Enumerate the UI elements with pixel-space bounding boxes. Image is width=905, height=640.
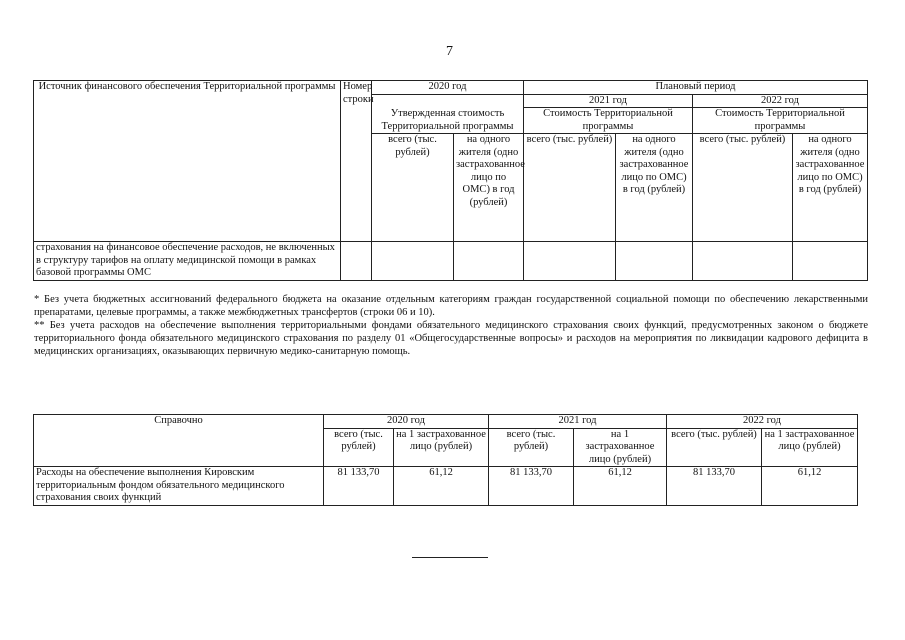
cell: [524, 242, 616, 281]
table-row: [34, 467, 858, 506]
col-per-person-2020: на одного жителя (одно застрахованное лицо по ОМС) в год (рублей): [454, 134, 524, 242]
footnote-2: ** Без учета расходов на обеспечение выполнения территориальными фондами обязательного медицинского страхования своих функций, предусмотренных законом о бюджете территориального фонда обязательного медицинского страхования по разделу 01 «Общегосударственные вопросы» и расходов на мероприятия по ликвидации кадрового дефицита в медицинских организациях, оказывающих первичную медико-санитарную помощь.: [34, 320, 868, 357]
header-reference: Справочно: [34, 415, 324, 467]
ref-col-total-2020: всего (тыс. рублей): [324, 428, 394, 467]
ref-col-per-insured-2022: на 1 застрахованное лицо (рублей): [762, 428, 858, 467]
header-cost-2021: Стоимость Территориальной программы: [524, 108, 693, 134]
cell: [793, 242, 868, 281]
table-row: [34, 242, 868, 281]
ref-value-2020-per: 61,12: [394, 467, 489, 506]
header-2022: 2022 год: [693, 94, 868, 108]
ref-value-2020-total: 81 133,70: [324, 467, 394, 506]
ref-value-2021-total: 81 133,70: [489, 467, 574, 506]
col-total-2022: всего (тыс. рублей): [693, 134, 793, 242]
footnote-1: * Без учета бюджетных ассигнований федерального бюджета на оказание отдельным категориям граждан государственной социальной помощи по обеспечению лекарственными препаратами, целевые программы, а также межбюджетных трансфертов (строки 06 и 10).: [34, 294, 868, 318]
financing-table: [33, 80, 868, 281]
end-divider: [412, 557, 488, 558]
header-2021: 2021 год: [524, 94, 693, 108]
footnotes: [34, 293, 868, 358]
ref-value-2021-per: 61,12: [574, 467, 667, 506]
header-cost-2022: Стоимость Территориальной программы: [693, 108, 868, 134]
header-approved-cost: Утвержденная стоимость Территориальной программы: [372, 94, 524, 134]
header-row-number: Номер строки: [341, 81, 372, 242]
header-source: Источник финансового обеспечения Территориальной программы: [34, 81, 341, 242]
ref-col-total-2022: всего (тыс. рублей): [667, 428, 762, 467]
ref-row-label: Расходы на обеспечение выполнения Кировским территориальным фондом обязательного медицинского страхования своих функций: [34, 467, 324, 506]
cell: [341, 242, 372, 281]
ref-col-per-insured-2021: на 1 застрахованное лицо (рублей): [574, 428, 667, 467]
ref-col-total-2021: всего (тыс. рублей): [489, 428, 574, 467]
reference-table: [33, 414, 858, 506]
ref-header-2022: 2022 год: [667, 415, 858, 429]
page-number: 7: [446, 44, 453, 59]
header-2020: 2020 год: [372, 81, 524, 95]
cell: [693, 242, 793, 281]
ref-value-2022-total: 81 133,70: [667, 467, 762, 506]
col-per-person-2022: на одного жителя (одно застрахованное лицо по ОМС) в год (рублей): [793, 134, 868, 242]
col-total-2020: всего (тыс. рублей): [372, 134, 454, 242]
cell: [454, 242, 524, 281]
col-per-person-2021: на одного жителя (одно застрахованное лицо по ОМС) в год (рублей): [616, 134, 693, 242]
header-planning-period: Плановый период: [524, 81, 868, 95]
cell: [616, 242, 693, 281]
ref-value-2022-per: 61,12: [762, 467, 858, 506]
cell: [372, 242, 454, 281]
col-total-2021: всего (тыс. рублей): [524, 134, 616, 242]
ref-header-2020: 2020 год: [324, 415, 489, 429]
ref-header-2021: 2021 год: [489, 415, 667, 429]
ref-col-per-insured-2020: на 1 застрахованное лицо (рублей): [394, 428, 489, 467]
row-source-label: страхования на финансовое обеспечение расходов, не включенных в структуру тарифов на оплату медицинской помощи в рамках базовой программы ОМС: [34, 242, 341, 281]
